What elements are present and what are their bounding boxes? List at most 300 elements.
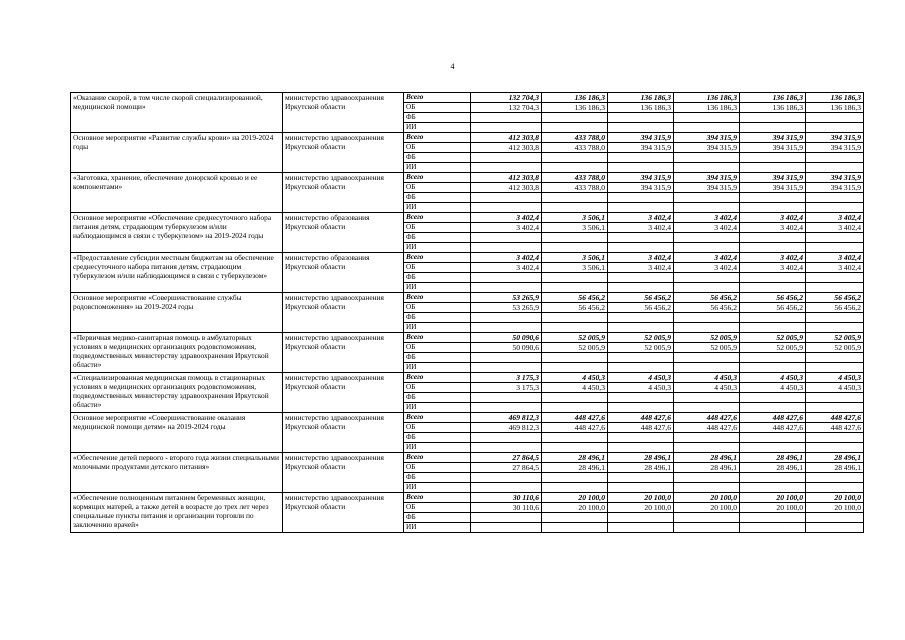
funding-source: ОБ (404, 103, 471, 113)
amount-cell (674, 483, 740, 493)
amount-cell: 448 427,6 (674, 423, 740, 433)
amount-cell (542, 243, 608, 253)
amount-cell (542, 363, 608, 373)
amount-cell: 50 090,6 (471, 343, 542, 353)
amount-cell (806, 473, 864, 483)
amount-cell (740, 433, 806, 443)
amount-cell: 3 402,4 (674, 213, 740, 223)
amount-cell: 3 402,4 (740, 223, 806, 233)
amount-cell: 20 100,0 (806, 493, 864, 503)
funding-source: ФБ (404, 193, 471, 203)
amount-cell (806, 153, 864, 163)
amount-cell (674, 353, 740, 363)
funding-source: ФБ (404, 473, 471, 483)
amount-cell: 56 456,2 (608, 303, 674, 313)
amount-cell (806, 273, 864, 283)
amount-cell (608, 273, 674, 283)
amount-cell (471, 393, 542, 403)
amount-cell (674, 233, 740, 243)
amount-cell: 394 315,9 (674, 183, 740, 193)
funding-source: ФБ (404, 313, 471, 323)
amount-cell (542, 163, 608, 173)
amount-cell (674, 513, 740, 523)
funding-source: ОБ (404, 183, 471, 193)
amount-cell (471, 153, 542, 163)
amount-cell (608, 243, 674, 253)
funding-source: ФБ (404, 233, 471, 243)
amount-cell (674, 433, 740, 443)
amount-cell: 469 812,3 (471, 423, 542, 433)
amount-cell (740, 323, 806, 333)
amount-cell: 4 450,3 (806, 383, 864, 393)
amount-cell: 3 402,4 (806, 223, 864, 233)
amount-cell: 4 450,3 (542, 383, 608, 393)
funding-source: ИИ (404, 243, 471, 253)
amount-cell: 52 005,9 (542, 333, 608, 343)
amount-cell (542, 443, 608, 453)
amount-cell (471, 323, 542, 333)
amount-cell: 4 450,3 (608, 373, 674, 383)
program-name: «Обеспечение детей первого - второго года жизни специальными молочными продуктами детского питания» (71, 453, 283, 493)
amount-cell (806, 283, 864, 293)
responsible-org: министерство образования Иркутской области (283, 253, 404, 293)
amount-cell: 3 402,4 (806, 253, 864, 263)
amount-cell: 56 456,2 (608, 293, 674, 303)
amount-cell: 3 402,4 (806, 213, 864, 223)
funding-source: ИИ (404, 483, 471, 493)
funding-source: Всего (404, 93, 471, 103)
funding-source: ФБ (404, 433, 471, 443)
amount-cell: 3 402,4 (674, 263, 740, 273)
amount-cell: 4 450,3 (674, 383, 740, 393)
program-name: Основное мероприятие «Развитие службы крови» на 2019-2024 годы (71, 133, 283, 173)
funding-source: ФБ (404, 353, 471, 363)
budget-table (70, 92, 864, 533)
responsible-org: министерство здравоохранения Иркутской области (283, 493, 404, 533)
amount-cell: 20 100,0 (542, 503, 608, 513)
amount-cell (740, 193, 806, 203)
amount-cell: 20 100,0 (542, 493, 608, 503)
amount-cell: 3 402,4 (806, 263, 864, 273)
funding-source: ИИ (404, 403, 471, 413)
amount-cell (471, 513, 542, 523)
amount-cell: 56 456,2 (542, 293, 608, 303)
program-name: Основное мероприятие «Обеспечение среднесуточного набора питания детям, страдающим туберкулезом и/или наблюдающимся в связи с туберкулезом» на 2019-2024 годы (71, 213, 283, 253)
amount-cell (674, 123, 740, 133)
amount-cell (542, 433, 608, 443)
funding-source: ФБ (404, 513, 471, 523)
amount-cell: 136 186,3 (674, 103, 740, 113)
amount-cell (608, 523, 674, 533)
responsible-org: министерство здравоохранения Иркутской области (283, 373, 404, 413)
amount-cell: 394 315,9 (608, 173, 674, 183)
amount-cell: 28 496,1 (674, 463, 740, 473)
amount-cell (542, 313, 608, 323)
amount-cell: 28 496,1 (740, 453, 806, 463)
amount-cell: 3 402,4 (608, 253, 674, 263)
amount-cell: 448 427,6 (740, 423, 806, 433)
funding-source: ФБ (404, 393, 471, 403)
amount-cell: 433 788,0 (542, 143, 608, 153)
amount-cell (471, 353, 542, 363)
table-row (71, 373, 864, 383)
amount-cell: 56 456,2 (740, 293, 806, 303)
amount-cell: 136 186,3 (608, 93, 674, 103)
funding-source: Всего (404, 373, 471, 383)
table-row (71, 173, 864, 183)
funding-source: ИИ (404, 323, 471, 333)
amount-cell (674, 243, 740, 253)
amount-cell: 394 315,9 (740, 143, 806, 153)
amount-cell: 28 496,1 (806, 463, 864, 473)
amount-cell: 50 090,6 (471, 333, 542, 343)
amount-cell: 28 496,1 (608, 453, 674, 463)
amount-cell (806, 353, 864, 363)
responsible-org: министерство здравоохранения Иркутской области (283, 453, 404, 493)
amount-cell: 27 864,5 (471, 463, 542, 473)
amount-cell (740, 273, 806, 283)
amount-cell (740, 523, 806, 533)
budget-table-body (71, 93, 864, 533)
amount-cell: 28 496,1 (674, 453, 740, 463)
amount-cell: 136 186,3 (806, 93, 864, 103)
amount-cell: 394 315,9 (806, 143, 864, 153)
amount-cell: 3 402,4 (608, 223, 674, 233)
amount-cell (471, 313, 542, 323)
amount-cell (471, 443, 542, 453)
amount-cell (674, 283, 740, 293)
responsible-org: министерство здравоохранения Иркутской области (283, 133, 404, 173)
amount-cell (806, 113, 864, 123)
amount-cell: 3 402,4 (471, 213, 542, 223)
amount-cell: 53 265,9 (471, 293, 542, 303)
amount-cell (608, 513, 674, 523)
funding-source: ОБ (404, 463, 471, 473)
amount-cell: 394 315,9 (806, 183, 864, 193)
program-name: «Оказание скорой, в том числе скорой специализированной, медицинской помощи» (71, 93, 283, 133)
funding-source: ОБ (404, 303, 471, 313)
amount-cell (740, 403, 806, 413)
amount-cell (471, 113, 542, 123)
amount-cell (674, 163, 740, 173)
amount-cell (674, 323, 740, 333)
amount-cell: 20 100,0 (608, 493, 674, 503)
amount-cell (471, 473, 542, 483)
amount-cell (806, 123, 864, 133)
page-number: 4 (450, 62, 455, 71)
amount-cell (608, 113, 674, 123)
amount-cell (740, 113, 806, 123)
amount-cell: 469 812,3 (471, 413, 542, 423)
amount-cell: 448 427,6 (806, 413, 864, 423)
amount-cell (542, 193, 608, 203)
amount-cell (740, 243, 806, 253)
amount-cell (608, 203, 674, 213)
table-row (71, 333, 864, 343)
amount-cell (740, 473, 806, 483)
amount-cell: 448 427,6 (806, 423, 864, 433)
amount-cell: 4 450,3 (740, 383, 806, 393)
amount-cell: 4 450,3 (542, 373, 608, 383)
amount-cell: 132 704,3 (471, 93, 542, 103)
funding-source: ИИ (404, 163, 471, 173)
amount-cell (740, 313, 806, 323)
amount-cell (542, 523, 608, 533)
amount-cell: 52 005,9 (740, 333, 806, 343)
amount-cell: 394 315,9 (608, 143, 674, 153)
amount-cell: 132 704,3 (471, 103, 542, 113)
amount-cell: 136 186,3 (740, 93, 806, 103)
table-row (71, 93, 864, 103)
amount-cell (542, 323, 608, 333)
amount-cell: 3 402,4 (740, 213, 806, 223)
amount-cell: 56 456,2 (674, 303, 740, 313)
amount-cell (471, 483, 542, 493)
amount-cell (674, 203, 740, 213)
amount-cell (608, 483, 674, 493)
amount-cell (674, 443, 740, 453)
amount-cell: 3 402,4 (608, 263, 674, 273)
funding-source: ОБ (404, 383, 471, 393)
amount-cell (608, 153, 674, 163)
amount-cell (740, 363, 806, 373)
amount-cell: 3 506,1 (542, 253, 608, 263)
amount-cell: 412 303,8 (471, 143, 542, 153)
amount-cell (674, 273, 740, 283)
amount-cell: 448 427,6 (608, 423, 674, 433)
amount-cell (471, 273, 542, 283)
amount-cell: 3 402,4 (740, 253, 806, 263)
funding-source: ОБ (404, 223, 471, 233)
amount-cell: 412 303,8 (471, 173, 542, 183)
amount-cell (542, 393, 608, 403)
amount-cell: 394 315,9 (740, 183, 806, 193)
amount-cell: 394 315,9 (674, 143, 740, 153)
amount-cell: 4 450,3 (806, 373, 864, 383)
funding-source: Всего (404, 133, 471, 143)
amount-cell (471, 523, 542, 533)
amount-cell: 20 100,0 (674, 493, 740, 503)
amount-cell (471, 203, 542, 213)
amount-cell: 394 315,9 (674, 133, 740, 143)
program-name: Основное мероприятие «Совершенствование службы родовспоможения» на 2019-2024 годы (71, 293, 283, 333)
program-name: Основное мероприятие «Совершенствование оказания медицинской помощи детям» на 2019-2024 годы (71, 413, 283, 453)
amount-cell: 52 005,9 (542, 343, 608, 353)
amount-cell: 4 450,3 (608, 383, 674, 393)
amount-cell (806, 313, 864, 323)
amount-cell (542, 473, 608, 483)
table-row (71, 453, 864, 463)
amount-cell (674, 523, 740, 533)
amount-cell: 136 186,3 (608, 103, 674, 113)
funding-source: Всего (404, 333, 471, 343)
amount-cell (542, 403, 608, 413)
program-name: «Заготовка, хранение, обеспечение донорской кровью и ее компонентами» (71, 173, 283, 213)
amount-cell: 27 864,5 (471, 453, 542, 463)
amount-cell (608, 313, 674, 323)
amount-cell: 3 506,1 (542, 213, 608, 223)
amount-cell (542, 513, 608, 523)
amount-cell: 3 402,4 (608, 213, 674, 223)
amount-cell: 53 265,9 (471, 303, 542, 313)
amount-cell (806, 433, 864, 443)
amount-cell (471, 233, 542, 243)
program-name: «Первичная медико-санитарная помощь в амбулаторных условиях в медицинских организациях родовспоможения, подведомственных министерству здравоохранения Иркутской области» (71, 333, 283, 373)
table-row (71, 293, 864, 303)
amount-cell (542, 353, 608, 363)
amount-cell (608, 403, 674, 413)
amount-cell (542, 233, 608, 243)
amount-cell (806, 483, 864, 493)
amount-cell (806, 523, 864, 533)
funding-source: ОБ (404, 343, 471, 353)
amount-cell: 20 100,0 (806, 503, 864, 513)
amount-cell: 52 005,9 (740, 343, 806, 353)
amount-cell (608, 393, 674, 403)
amount-cell (806, 193, 864, 203)
amount-cell: 3 506,1 (542, 263, 608, 273)
amount-cell: 448 427,6 (542, 423, 608, 433)
amount-cell (542, 283, 608, 293)
funding-source: Всего (404, 453, 471, 463)
funding-source: ИИ (404, 203, 471, 213)
amount-cell: 433 788,0 (542, 133, 608, 143)
amount-cell: 56 456,2 (806, 293, 864, 303)
amount-cell: 394 315,9 (740, 173, 806, 183)
amount-cell: 394 315,9 (608, 133, 674, 143)
amount-cell (542, 203, 608, 213)
funding-source: ОБ (404, 503, 471, 513)
amount-cell: 136 186,3 (806, 103, 864, 113)
funding-source: ОБ (404, 263, 471, 273)
amount-cell: 52 005,9 (674, 343, 740, 353)
table-row (71, 253, 864, 263)
table-row (71, 133, 864, 143)
amount-cell: 448 427,6 (542, 413, 608, 423)
amount-cell (806, 513, 864, 523)
amount-cell (740, 443, 806, 453)
amount-cell (740, 483, 806, 493)
amount-cell: 433 788,0 (542, 183, 608, 193)
amount-cell: 394 315,9 (740, 133, 806, 143)
funding-source: ФБ (404, 153, 471, 163)
table-row (71, 213, 864, 223)
amount-cell: 56 456,2 (740, 303, 806, 313)
amount-cell: 394 315,9 (674, 173, 740, 183)
amount-cell (542, 113, 608, 123)
funding-source: Всего (404, 213, 471, 223)
amount-cell (674, 153, 740, 163)
amount-cell: 52 005,9 (608, 333, 674, 343)
amount-cell: 56 456,2 (542, 303, 608, 313)
funding-source: Всего (404, 253, 471, 263)
amount-cell: 448 427,6 (674, 413, 740, 423)
amount-cell: 52 005,9 (674, 333, 740, 343)
table-row (71, 413, 864, 423)
amount-cell (806, 243, 864, 253)
amount-cell (740, 513, 806, 523)
amount-cell (608, 123, 674, 133)
table-row (71, 493, 864, 503)
funding-source: ОБ (404, 143, 471, 153)
amount-cell (471, 283, 542, 293)
amount-cell (806, 203, 864, 213)
amount-cell (740, 153, 806, 163)
amount-cell: 448 427,6 (740, 413, 806, 423)
amount-cell (674, 403, 740, 413)
amount-cell (471, 363, 542, 373)
amount-cell: 52 005,9 (608, 343, 674, 353)
amount-cell (674, 193, 740, 203)
amount-cell (806, 443, 864, 453)
amount-cell: 3 402,4 (674, 223, 740, 233)
amount-cell: 28 496,1 (542, 453, 608, 463)
amount-cell (608, 353, 674, 363)
amount-cell: 4 450,3 (674, 373, 740, 383)
amount-cell (740, 203, 806, 213)
funding-source: Всего (404, 173, 471, 183)
amount-cell: 136 186,3 (542, 93, 608, 103)
amount-cell: 3 402,4 (471, 253, 542, 263)
amount-cell: 28 496,1 (608, 463, 674, 473)
amount-cell (608, 363, 674, 373)
funding-source: Всего (404, 293, 471, 303)
program-name: «Обеспечение полноценным питанием беременных женщин, кормящих матерей, а также детей в возрасте до трех лет через специальные пункты питания и организации торговли по заключению врачей» (71, 493, 283, 533)
amount-cell: 52 005,9 (806, 333, 864, 343)
amount-cell: 412 303,8 (471, 183, 542, 193)
amount-cell (740, 393, 806, 403)
amount-cell: 394 315,9 (806, 133, 864, 143)
amount-cell (740, 233, 806, 243)
amount-cell (471, 433, 542, 443)
funding-source: Всего (404, 493, 471, 503)
amount-cell (806, 403, 864, 413)
amount-cell: 3 506,1 (542, 223, 608, 233)
amount-cell (471, 403, 542, 413)
funding-source: ИИ (404, 523, 471, 533)
funding-source: ОБ (404, 423, 471, 433)
funding-source: ИИ (404, 363, 471, 373)
amount-cell (608, 163, 674, 173)
amount-cell (806, 363, 864, 373)
responsible-org: министерство образования Иркутской области (283, 213, 404, 253)
amount-cell: 20 100,0 (608, 503, 674, 513)
amount-cell: 28 496,1 (542, 463, 608, 473)
amount-cell: 3 402,4 (740, 263, 806, 273)
amount-cell (608, 283, 674, 293)
amount-cell (740, 353, 806, 363)
amount-cell: 30 110,6 (471, 493, 542, 503)
amount-cell (674, 393, 740, 403)
funding-source: ИИ (404, 443, 471, 453)
responsible-org: министерство здравоохранения Иркутской области (283, 333, 404, 373)
amount-cell (608, 233, 674, 243)
responsible-org: министерство здравоохранения Иркутской области (283, 413, 404, 453)
amount-cell (542, 153, 608, 163)
amount-cell (542, 483, 608, 493)
amount-cell (806, 323, 864, 333)
amount-cell: 433 788,0 (542, 173, 608, 183)
funding-source: ИИ (404, 123, 471, 133)
amount-cell: 4 450,3 (740, 373, 806, 383)
amount-cell (674, 473, 740, 483)
amount-cell (542, 123, 608, 133)
amount-cell: 136 186,3 (740, 103, 806, 113)
amount-cell (608, 473, 674, 483)
amount-cell: 136 186,3 (674, 93, 740, 103)
responsible-org: министерство здравоохранения Иркутской области (283, 173, 404, 213)
responsible-org: министерство здравоохранения Иркутской области (283, 93, 404, 133)
